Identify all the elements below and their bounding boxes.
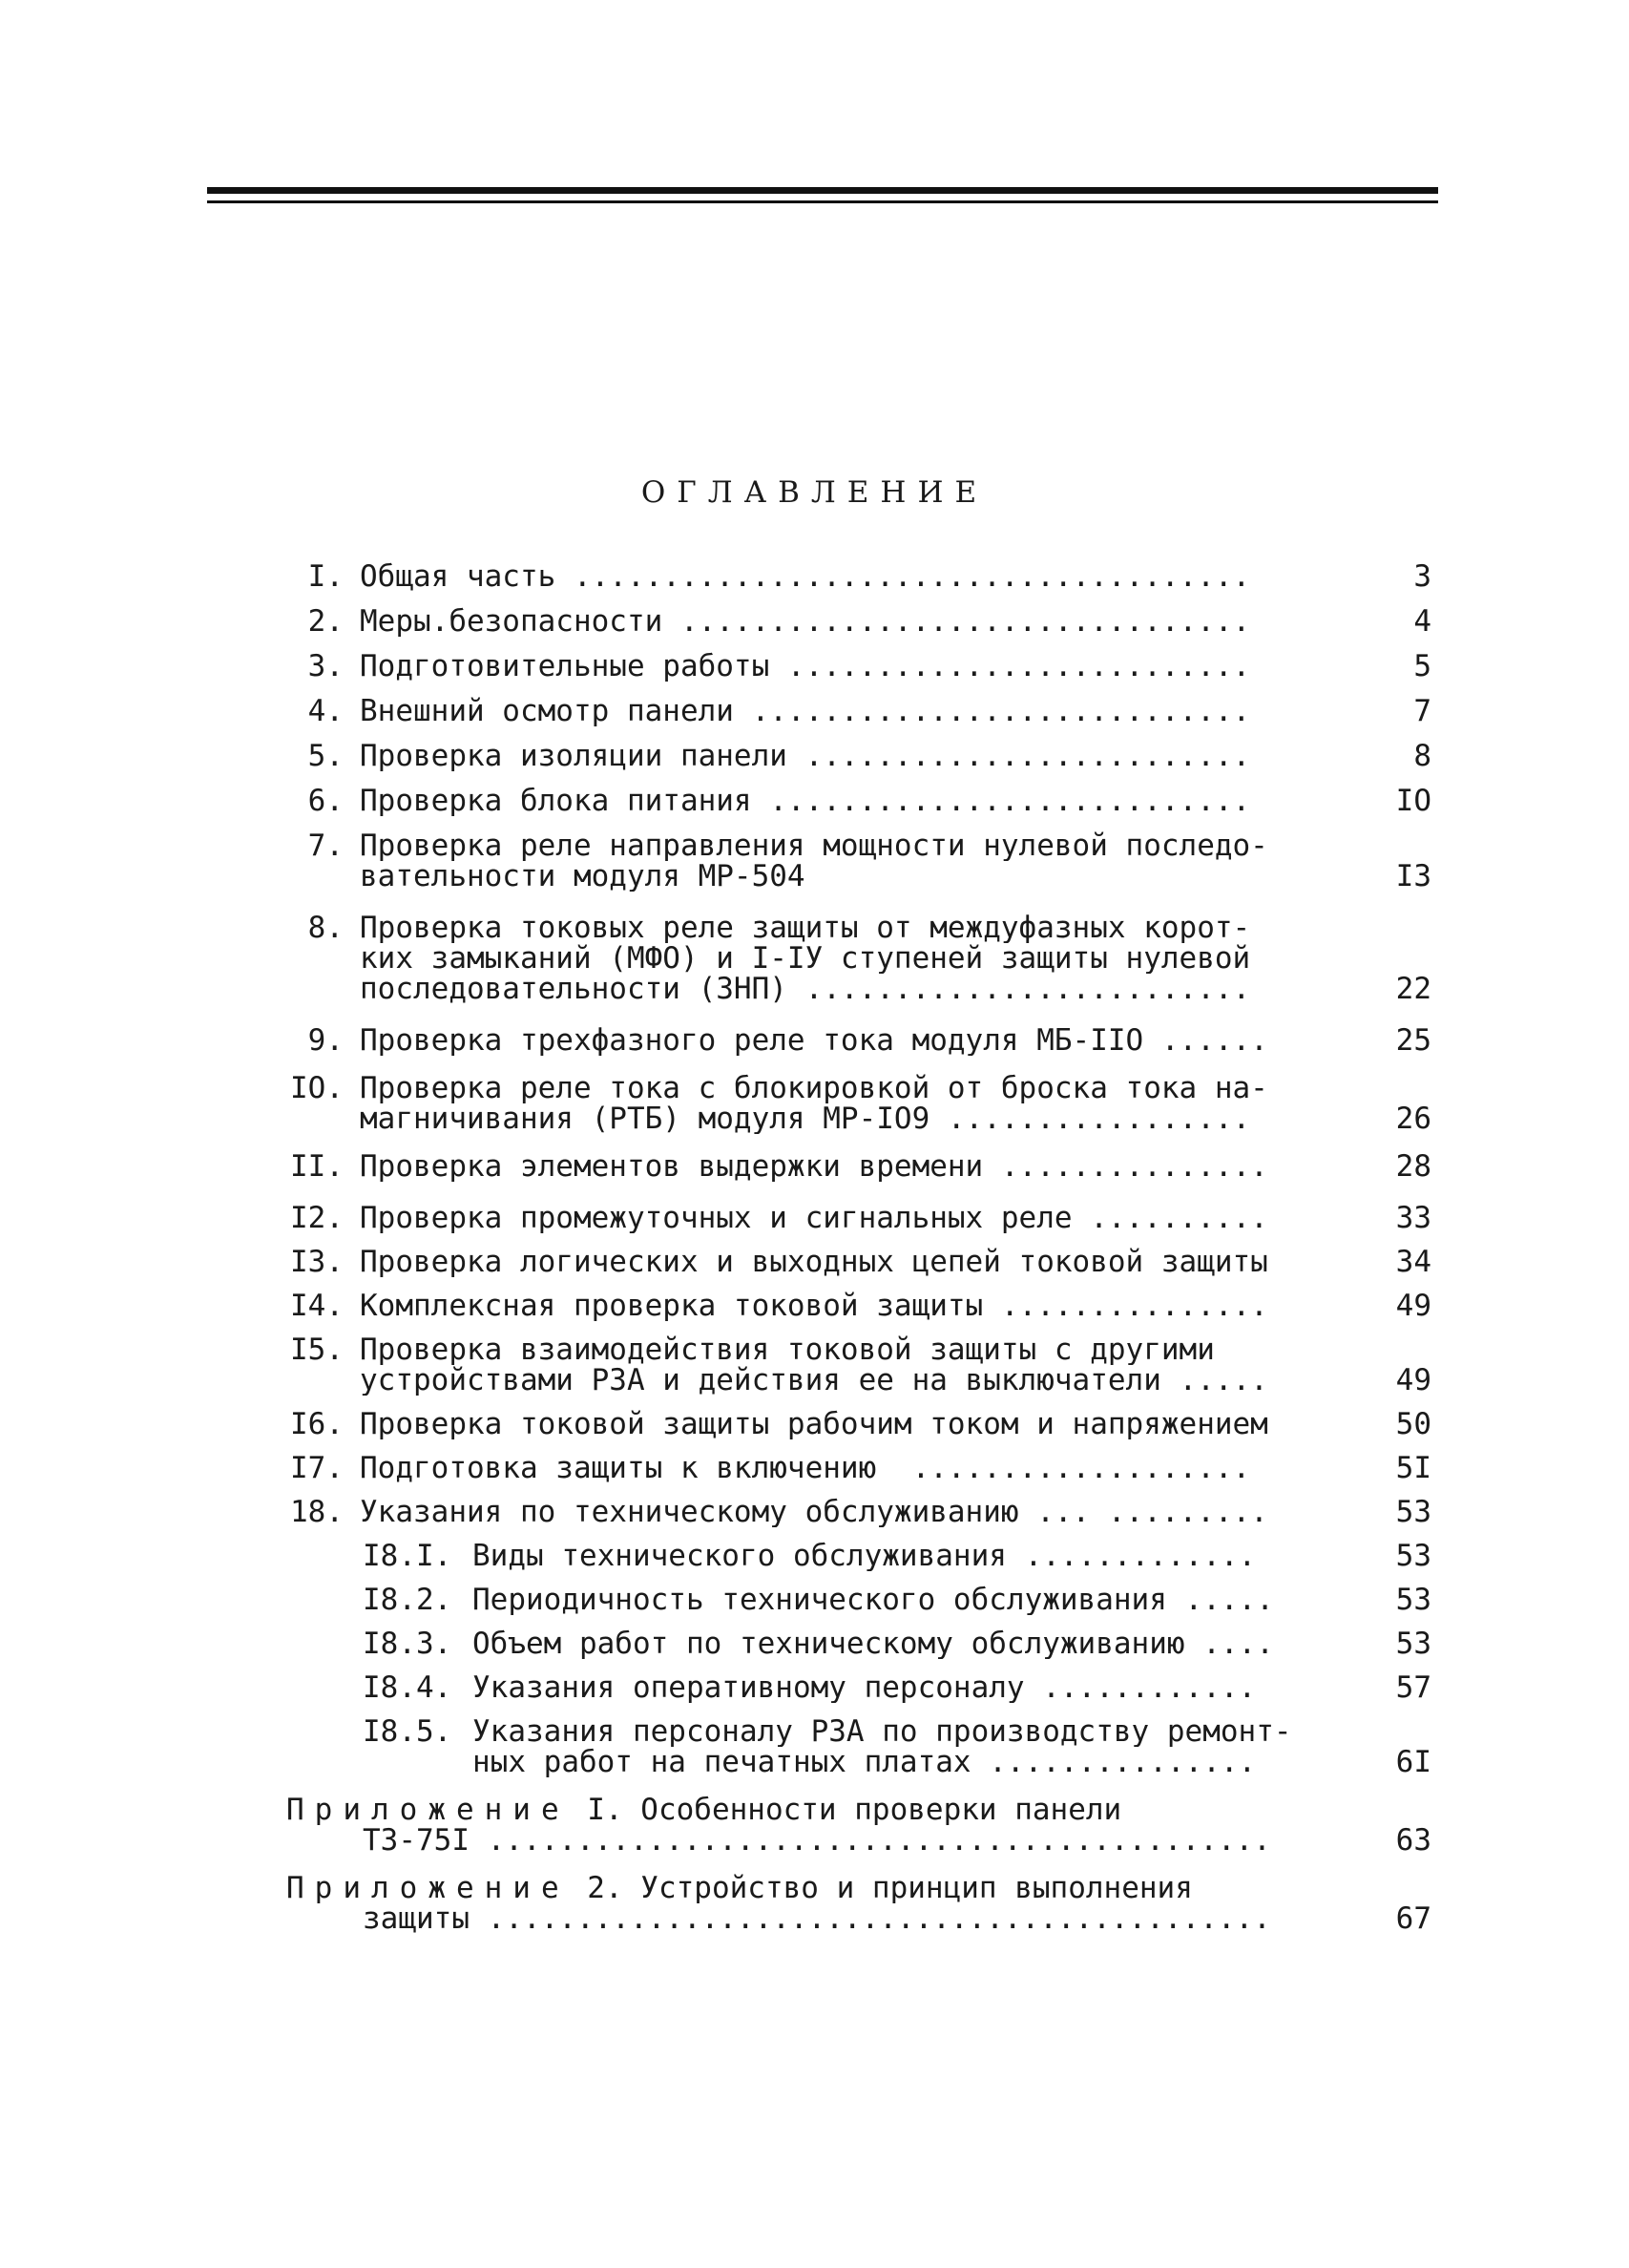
entry-text-line: Проверка токовой защиты рабочим током и напряжением (360, 1409, 1268, 1439)
entry-number: 2. (307, 604, 344, 639)
page-number: 5 (1413, 649, 1431, 683)
entry-text-line: ных работ на печатных платах ............... (472, 1747, 1257, 1777)
toc-entry (286, 1291, 1431, 1321)
toc-entry (286, 561, 1431, 592)
entry-text-line (286, 1795, 1360, 1825)
toc-entry (286, 1025, 1431, 1056)
page-number: 26 (1395, 1102, 1431, 1136)
entry-number: I8.2. (363, 1583, 452, 1617)
page-number: 33 (1395, 1201, 1431, 1235)
page-number: 67 (1395, 1901, 1431, 1936)
toc-entry (286, 1409, 1431, 1439)
page-number: 22 (1395, 972, 1431, 1006)
toc-entry (286, 830, 1431, 892)
entry-text-line: Проверка реле направления мощности нулевой последо- (360, 830, 1268, 861)
toc-entry (286, 913, 1431, 1004)
page-number: 8 (1413, 739, 1431, 773)
page-number: 53 (1395, 1583, 1431, 1617)
toc-entry (286, 651, 1431, 682)
page-number: I3 (1395, 859, 1431, 893)
toc-entry (286, 1203, 1431, 1233)
toc-entry (286, 696, 1431, 726)
entry-number: I4. (290, 1289, 344, 1323)
entry-text-line: ких замыканий (МФО) и I-IУ ступеней защиты нулевой (360, 943, 1251, 974)
top-rule-thin (207, 200, 1438, 203)
entry-text-line: Виды технического обслуживания ............. (472, 1541, 1257, 1571)
entry-number: 3. (307, 649, 344, 683)
entry-text-line: Указания по техническому обслуживанию ... ......... (360, 1497, 1268, 1527)
entry-text-line: ТЗ-75I ............................................ (363, 1825, 1271, 1856)
toc-subentry (286, 1585, 1431, 1615)
entry-number: 4. (307, 694, 344, 728)
entry-number: 18. (290, 1495, 344, 1529)
page-number: 53 (1395, 1539, 1431, 1573)
toc-entry (286, 786, 1431, 816)
toc-entry (286, 1151, 1431, 1182)
page-number: 3 (1413, 559, 1431, 594)
entry-number: I7. (290, 1451, 344, 1485)
toc-subentry (286, 1672, 1431, 1703)
page-number: 25 (1395, 1023, 1431, 1058)
toc-subentry (286, 1628, 1431, 1659)
page-title: ОГЛАВЛЕНИЕ (640, 475, 989, 510)
page-number: 50 (1395, 1407, 1431, 1441)
entry-text-line: магничивания (РТБ) модуля МР-IO9 ................. (360, 1103, 1251, 1134)
entry-number: 5. (307, 739, 344, 773)
page-number: 53 (1395, 1495, 1431, 1529)
toc-subentry (286, 1716, 1431, 1777)
entry-number: I5. (290, 1333, 344, 1367)
appendix-label: Приложение (286, 1795, 570, 1825)
appendix-title: 2. Устройство и принцип выполнения (569, 1873, 1193, 1903)
toc-entry (286, 1247, 1431, 1277)
entry-text-line: Комплексная проверка токовой защиты ............... (360, 1291, 1268, 1321)
entry-number: I8.I. (363, 1539, 452, 1573)
entry-number: I8.3. (363, 1627, 452, 1661)
entry-text-line (286, 1873, 1360, 1903)
entry-text-line: Внешний осмотр панели ............................ (360, 696, 1251, 726)
toc-entry (286, 1453, 1431, 1483)
entry-text-line: устройствами РЗА и действия ее на выключатели ..... (360, 1365, 1268, 1396)
entry-text-line: Проверка логических и выходных цепей токовой защиты (360, 1247, 1268, 1277)
entry-text-line: Проверка промежуточных и сигнальных реле .......... (360, 1203, 1268, 1233)
page-number: 49 (1395, 1363, 1431, 1397)
entry-number: I2. (290, 1201, 344, 1235)
entry-text-line: Проверка взаимодействия токовой защиты с другими (360, 1334, 1215, 1365)
toc-entry (286, 606, 1431, 637)
page-number: 57 (1395, 1670, 1431, 1705)
entry-number: 9. (307, 1023, 344, 1058)
entry-number: 6. (307, 784, 344, 818)
page-number: IO (1395, 784, 1431, 818)
entry-text-line: Подготовка защиты к включению ................... (360, 1453, 1251, 1483)
page-number: 7 (1413, 694, 1431, 728)
appendix-entry (286, 1795, 1431, 1856)
entry-text-line: последовательности (ЗНП) ......................... (360, 974, 1251, 1004)
entry-text-line: Общая часть ...................................... (360, 561, 1251, 592)
entry-number: II. (290, 1149, 344, 1184)
page-number: 6I (1395, 1745, 1431, 1779)
page-number: 63 (1395, 1823, 1431, 1858)
toc-subentry (286, 1541, 1431, 1571)
toc-entry (286, 741, 1431, 771)
toc-entry (286, 1497, 1431, 1527)
appendix-entry (286, 1873, 1431, 1934)
entry-text-line: Указания персоналу РЗА по производству ремонт- (472, 1716, 1292, 1747)
page-number: 5I (1395, 1451, 1431, 1485)
entry-text-line: Проверка трехфазного реле тока модуля МБ-IIO ...... (360, 1025, 1268, 1056)
entry-number: IO. (290, 1071, 344, 1105)
entry-text-line: Проверка изоляции панели ......................... (360, 741, 1251, 771)
entry-text-line: защиты ............................................ (363, 1903, 1271, 1934)
entry-text-line: вательности модуля МР-504 (360, 861, 805, 892)
entry-text-line: Меры.безопасности ................................ (360, 606, 1251, 637)
entry-text-line: Подготовительные работы .......................... (360, 651, 1251, 682)
toc-entry (286, 1073, 1431, 1134)
entry-text-line: Указания оперативному персоналу ............ (472, 1672, 1257, 1703)
entry-text-line: Проверка блока питания ........................... (360, 786, 1251, 816)
page-number: 49 (1395, 1289, 1431, 1323)
appendix-title: I. Особенности проверки панели (569, 1795, 1122, 1825)
entry-text-line: Проверка токовых реле защиты от междуфазных корот- (360, 913, 1251, 943)
entry-text-line: Объем работ по техническому обслуживанию .... (472, 1628, 1274, 1659)
entry-number: I8.4. (363, 1670, 452, 1705)
page-number: 53 (1395, 1627, 1431, 1661)
entry-number: I6. (290, 1407, 344, 1441)
page-number: 4 (1413, 604, 1431, 639)
entry-number: 8. (307, 911, 344, 945)
entry-number: 7. (307, 829, 344, 863)
appendix-label: Приложение (286, 1873, 570, 1903)
entry-number: I3. (290, 1245, 344, 1279)
entry-text-line: Проверка реле тока с блокировкой от броска тока на- (360, 1073, 1268, 1103)
entry-number: I. (307, 559, 344, 594)
entry-number: I8.5. (363, 1714, 452, 1749)
entry-text-line: Проверка элементов выдержки времени ............... (360, 1151, 1268, 1182)
page-number: 34 (1395, 1245, 1431, 1279)
page-number: 28 (1395, 1149, 1431, 1184)
toc-entry (286, 1334, 1431, 1396)
entry-text-line: Периодичность технического обслуживания ..... (472, 1585, 1274, 1615)
top-rule-thick (207, 187, 1438, 194)
